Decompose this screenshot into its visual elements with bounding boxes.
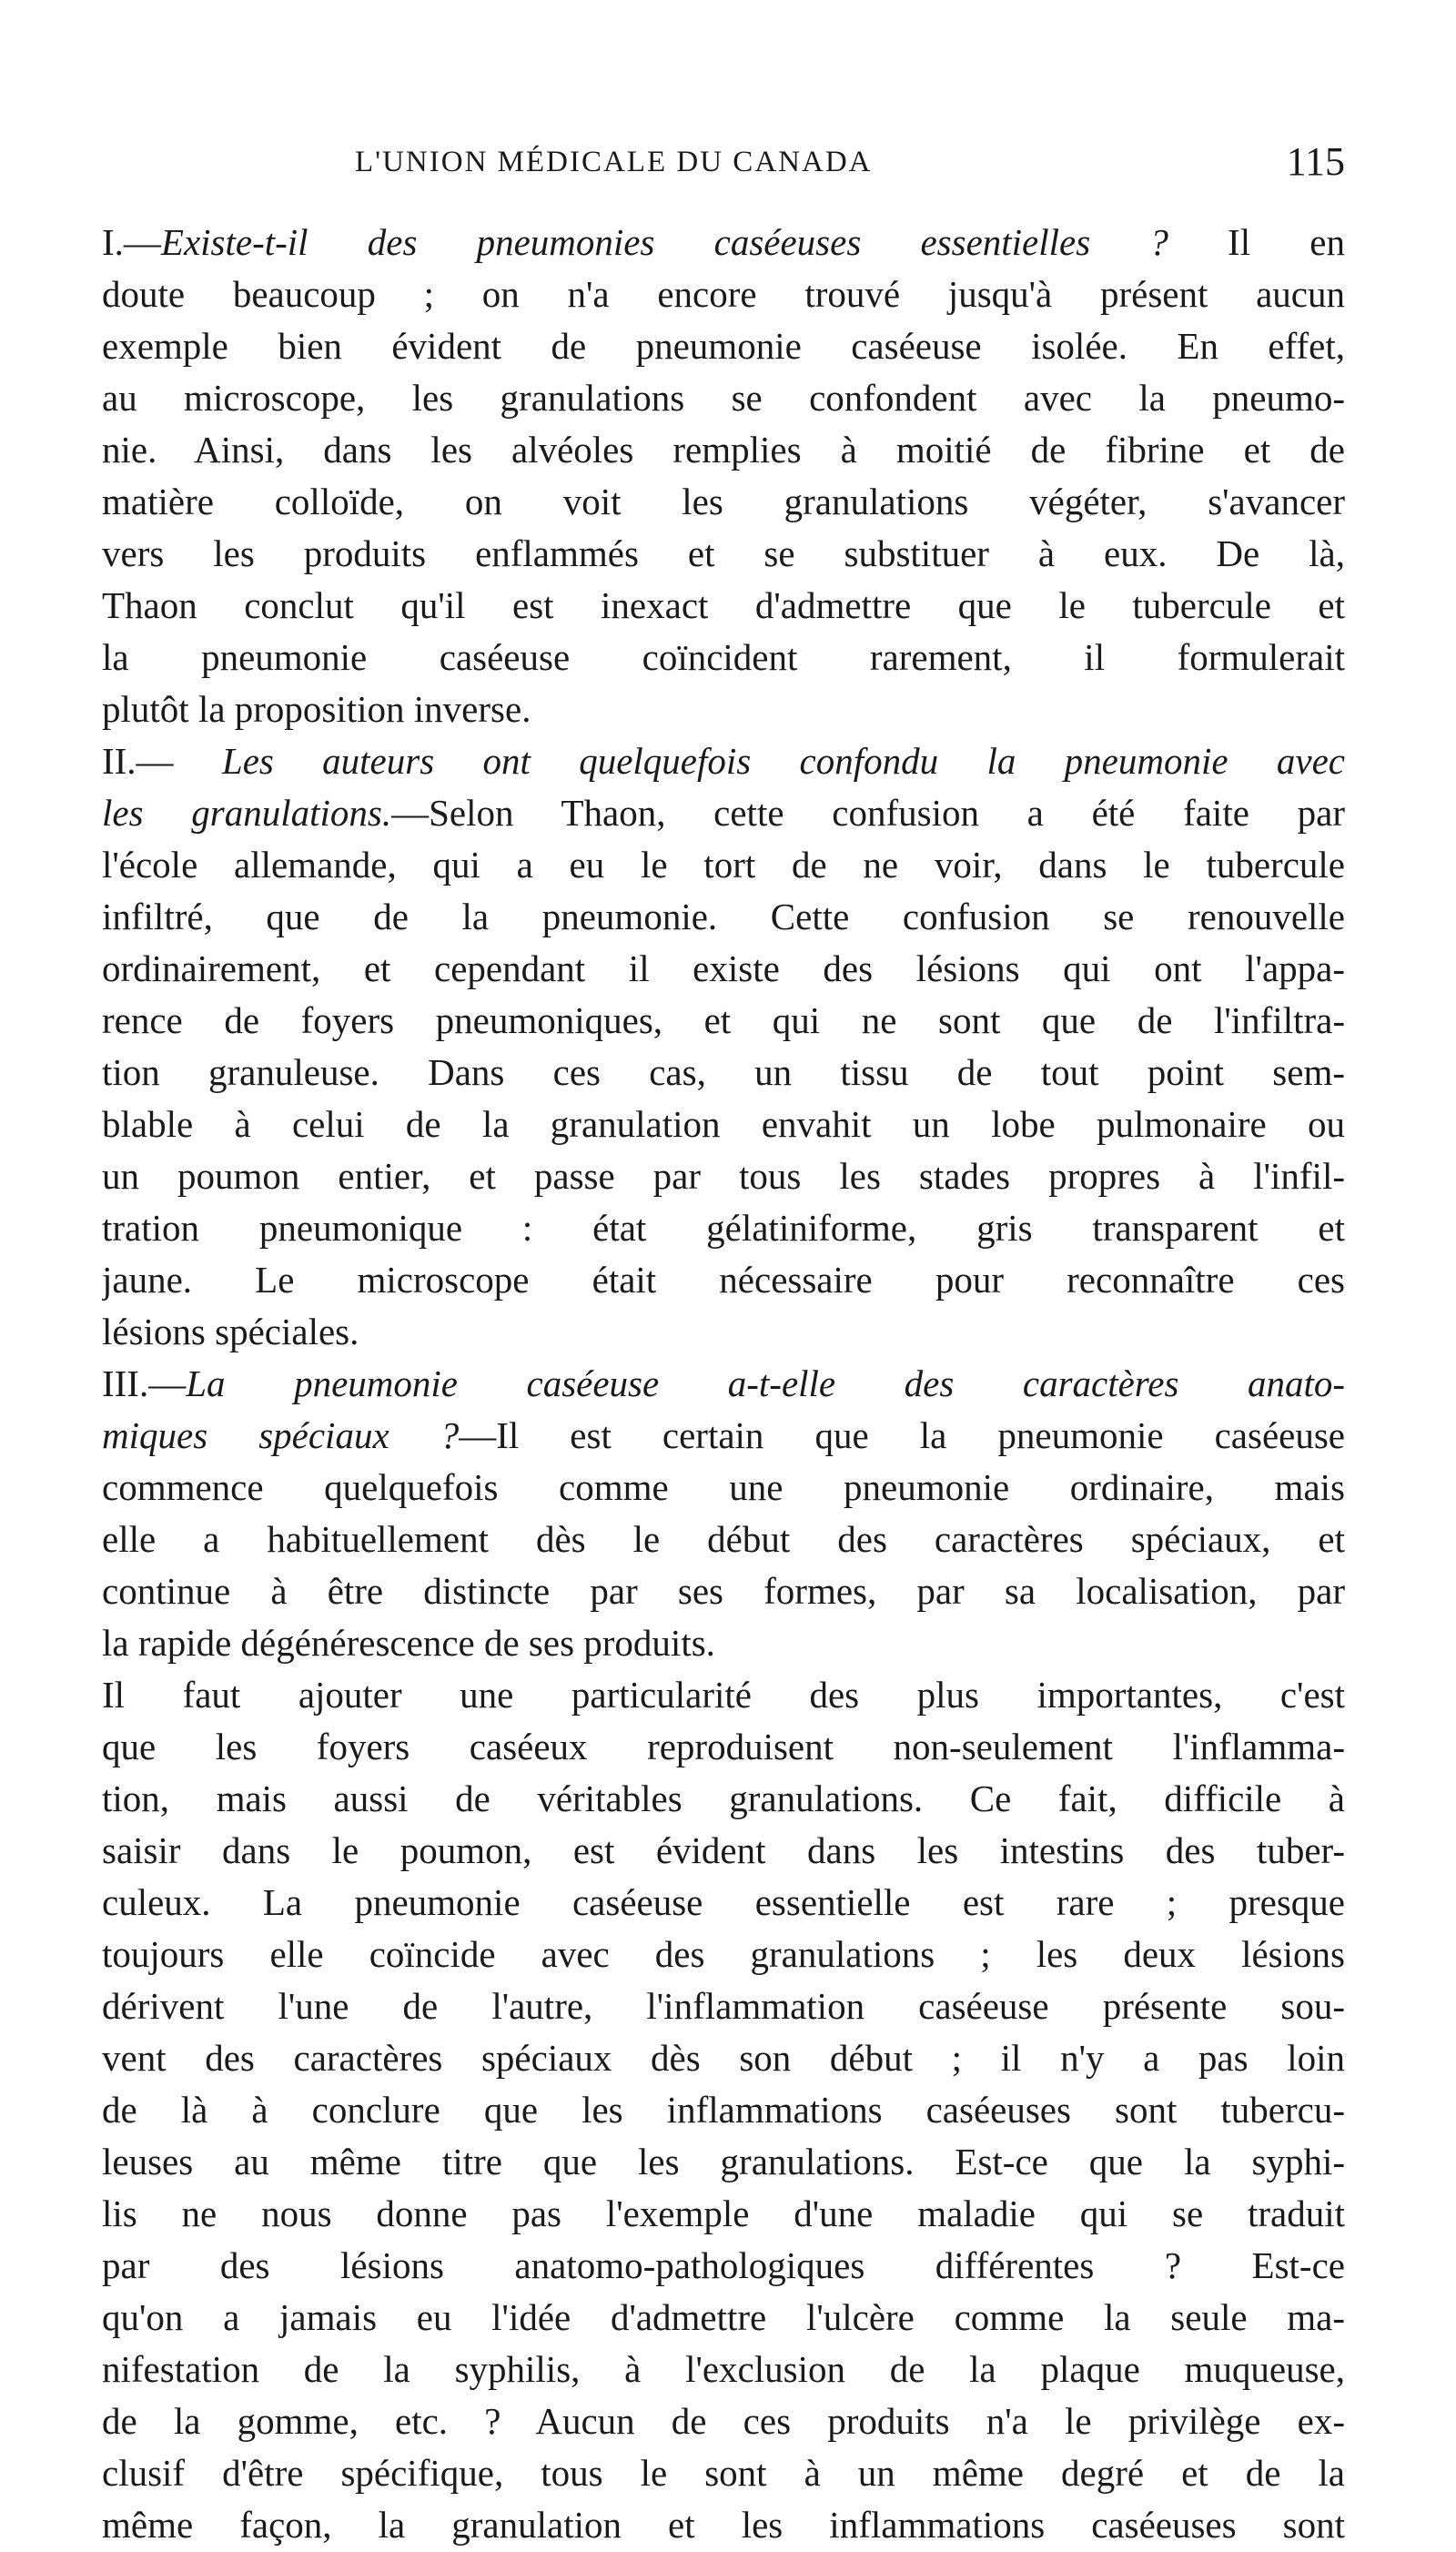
text-line bbox=[102, 839, 1345, 891]
text-line bbox=[102, 2292, 1345, 2344]
text-line bbox=[102, 2447, 1345, 2499]
text-line bbox=[102, 1202, 1345, 1254]
text-line bbox=[102, 2032, 1345, 2084]
text-line bbox=[102, 476, 1345, 528]
body-text bbox=[102, 217, 1345, 2551]
text-line bbox=[102, 2499, 1345, 2551]
text-line bbox=[102, 1099, 1345, 1150]
text-run: —Selon Thaon, cette confusion a été faite par bbox=[391, 792, 1345, 834]
text-run: nie. Ainsi, dans les alvéoles remplies à moitié de fibrine et de bbox=[102, 429, 1345, 471]
text-line bbox=[102, 268, 1345, 320]
text-run: plutôt la proposition inverse. bbox=[102, 688, 531, 730]
text-run: vent des caractères spéciaux dès son début ; il n'y a pas loin bbox=[102, 2037, 1345, 2079]
text-line bbox=[102, 1462, 1345, 1514]
text-run: même façon, la granulation et les inflammations caséeuses sont bbox=[102, 2504, 1345, 2546]
text-run: exemple bien évident de pneumonie caséeuse isolée. En effet, bbox=[102, 325, 1345, 367]
text-run: matière colloïde, on voit les granulations végéter, s'avancer bbox=[102, 481, 1345, 522]
text-line bbox=[102, 684, 1345, 735]
text-line bbox=[102, 1669, 1345, 1721]
text-line bbox=[102, 320, 1345, 372]
text-line bbox=[102, 372, 1345, 424]
text-line bbox=[102, 1150, 1345, 1202]
text-line bbox=[102, 1617, 1345, 1669]
text-run: doute beaucoup ; on n'a encore trouvé jusqu'à présent aucun bbox=[102, 273, 1345, 315]
text-run: qu'on a jamais eu l'idée d'admettre l'ulcère comme la seule ma- bbox=[102, 2296, 1345, 2338]
text-line bbox=[102, 1254, 1345, 1306]
text-line bbox=[102, 735, 1345, 787]
text-run: elle a habituellement dès le début des caractères spéciaux, et bbox=[102, 1518, 1345, 1560]
text-line bbox=[102, 580, 1345, 632]
text-run: un poumon entier, et passe par tous les stades propres à l'infil- bbox=[102, 1155, 1345, 1197]
text-run: toujours elle coïncide avec des granulations ; les deux lésions bbox=[102, 1933, 1345, 1975]
text-run: culeux. La pneumonie caséeuse essentielle est rare ; presque bbox=[102, 1881, 1345, 1923]
text-run: de là à conclure que les inflammations caséeuses sont tubercu- bbox=[102, 2089, 1345, 2131]
text-line bbox=[102, 2240, 1345, 2292]
text-run: infiltré, que de la pneumonie. Cette confusion se renouvelle bbox=[102, 896, 1345, 937]
text-run: tion, mais aussi de véritables granulations. Ce fait, difficile à bbox=[102, 1777, 1345, 1819]
text-run: leuses au même titre que les granulations. Est-ce que la syphi- bbox=[102, 2141, 1345, 2182]
running-title: L'UNION MÉDICALE DU CANADA bbox=[355, 146, 873, 178]
text-line bbox=[102, 2084, 1345, 2136]
text-run: tration pneumonique : état gélatiniforme, gris transparent et bbox=[102, 1207, 1345, 1249]
text-line bbox=[102, 2188, 1345, 2240]
text-run: continue à être distincte par ses formes, par sa localisation, par bbox=[102, 1570, 1345, 1612]
text-run: II.— bbox=[102, 740, 222, 782]
italic-text: Existe-t-il des pneumonies caséeuses essentielles ? bbox=[160, 221, 1168, 263]
text-run: lis ne nous donne pas l'exemple d'une maladie qui se traduit bbox=[102, 2192, 1345, 2234]
text-line bbox=[102, 1929, 1345, 1980]
text-run: Il en bbox=[1168, 221, 1345, 263]
text-line bbox=[102, 632, 1345, 684]
text-run: l'école allemande, qui a eu le tort de ne voir, dans le tubercule bbox=[102, 844, 1345, 886]
text-line bbox=[102, 1410, 1345, 1462]
italic-text: les granulations. bbox=[102, 792, 392, 834]
text-run: dérivent l'une de l'autre, l'inflammation caséeuse présente sou- bbox=[102, 1985, 1345, 2027]
text-run: la rapide dégénérescence de ses produits. bbox=[102, 1622, 715, 1664]
text-run: au microscope, les granulations se confondent avec la pneumo- bbox=[102, 377, 1345, 419]
page-number: 115 bbox=[1286, 139, 1345, 184]
text-line bbox=[102, 1565, 1345, 1617]
text-run: I.— bbox=[102, 221, 161, 263]
text-run: —Il est certain que la pneumonie caséeuse bbox=[459, 1414, 1345, 1456]
text-line bbox=[102, 1047, 1345, 1099]
text-run: jaune. Le microscope était nécessaire pour reconnaître ces bbox=[102, 1259, 1345, 1301]
page-header bbox=[91, 138, 1365, 193]
text-run: la pneumonie caséeuse coïncident rarement, il formulerait bbox=[102, 636, 1345, 678]
text-run: commence quelquefois comme une pneumonie ordinaire, mais bbox=[102, 1466, 1345, 1508]
italic-text: La pneumonie caséeuse a-t-elle des caractères anato- bbox=[186, 1362, 1345, 1404]
text-run: clusif d'être spécifique, tous le sont à un même degré et de la bbox=[102, 2452, 1345, 2494]
text-run: nifestation de la syphilis, à l'exclusion de la plaque muqueuse, bbox=[102, 2348, 1345, 2390]
text-line bbox=[102, 2395, 1345, 2447]
text-line bbox=[102, 1721, 1345, 1773]
text-run: par des lésions anatomo-pathologiques différentes ? Est-ce bbox=[102, 2244, 1345, 2286]
text-run: tion granuleuse. Dans ces cas, un tissu de tout point sem- bbox=[102, 1051, 1345, 1093]
text-line bbox=[102, 1825, 1345, 1877]
italic-text: Les auteurs ont quelquefois confondu la pneumonie avec bbox=[221, 740, 1345, 782]
text-line bbox=[102, 1773, 1345, 1825]
text-line bbox=[102, 891, 1345, 943]
text-run: lésions spéciales. bbox=[102, 1311, 359, 1352]
text-line bbox=[102, 1358, 1345, 1410]
text-line bbox=[102, 1306, 1345, 1358]
text-line bbox=[102, 787, 1345, 839]
text-line bbox=[102, 217, 1345, 268]
text-line bbox=[102, 1514, 1345, 1565]
text-run: ordinairement, et cependant il existe des lésions qui ont l'appa- bbox=[102, 947, 1345, 989]
text-run: vers les produits enflammés et se substituer à eux. De là, bbox=[102, 532, 1345, 574]
text-line bbox=[102, 943, 1345, 995]
text-run: de la gomme, etc. ? Aucun de ces produits n'a le privilège ex- bbox=[102, 2400, 1345, 2442]
text-line bbox=[102, 528, 1345, 580]
text-line bbox=[102, 2344, 1345, 2395]
text-run: Il faut ajouter une particularité des plus importantes, c'est bbox=[102, 1674, 1345, 1716]
text-line bbox=[102, 1980, 1345, 2032]
text-run: III.— bbox=[102, 1362, 187, 1404]
text-run: que les foyers caséeux reproduisent non-seulement l'inflamma- bbox=[102, 1726, 1345, 1767]
text-line bbox=[102, 2136, 1345, 2188]
text-run: saisir dans le poumon, est évident dans les intestins des tuber- bbox=[102, 1829, 1345, 1871]
text-line bbox=[102, 424, 1345, 476]
text-line bbox=[102, 1877, 1345, 1929]
text-line bbox=[102, 995, 1345, 1047]
text-run: Thaon conclut qu'il est inexact d'admettre que le tubercule et bbox=[102, 584, 1345, 626]
text-run: blable à celui de la granulation envahit un lobe pulmonaire ou bbox=[102, 1103, 1345, 1145]
text-run: rence de foyers pneumoniques, et qui ne sont que de l'infiltra- bbox=[102, 999, 1345, 1041]
italic-text: miques spéciaux ? bbox=[102, 1414, 460, 1456]
